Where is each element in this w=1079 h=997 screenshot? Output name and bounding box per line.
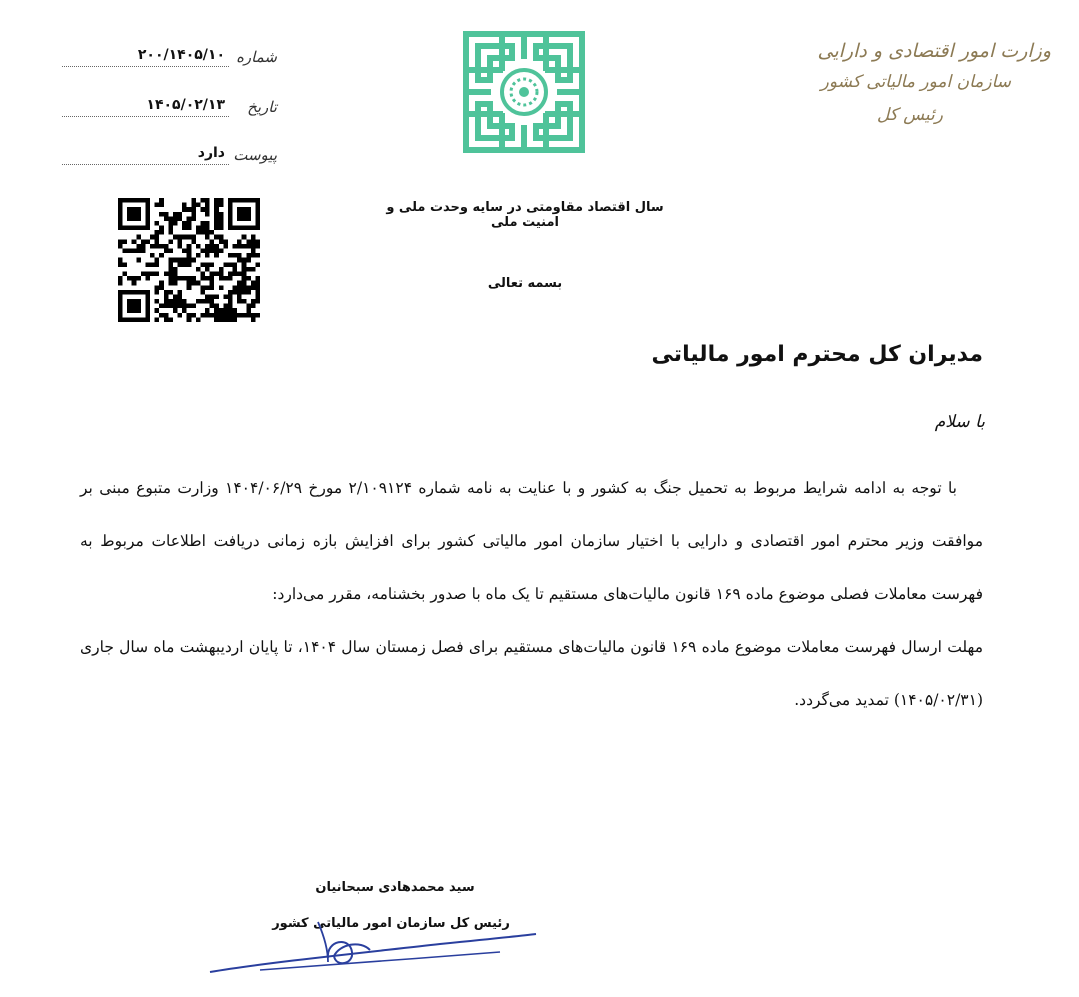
body-paragraph-2: مهلت ارسال فهرست معاملات موضوع ماده ۱۶۹ قانون مالیات‌های مستقیم برای فصل زمستان سال ۱۴۰۴، تا پایان اردیبهشت ماه سال جاری (۱۴۰۵/۰۲/۳۱) تمدید می‌گردد. [80, 638, 983, 709]
greeting: با سلام [934, 412, 985, 432]
letter-body [80, 462, 983, 727]
handwritten-signature [200, 900, 540, 990]
letter-date-row [62, 94, 277, 118]
year-slogan: سال اقتصاد مقاومتی در سایه وحدت ملی و امنیت ملی [386, 200, 664, 230]
signatory-name: سید محمدهادی سبحانیان [315, 880, 475, 895]
bismillah: بسمه تعالی [487, 276, 563, 291]
letter-number-value: ۲۰۰/۱۴۰۵/۱۰ [62, 47, 229, 67]
ministry-name: وزارت امور اقتصادی و دارایی [817, 40, 1051, 62]
qr-code[interactable] [118, 198, 260, 322]
attachment-value: دارد [62, 145, 229, 165]
organization-name: سازمان امور مالیاتی کشور [820, 72, 1011, 92]
tax-organization-emblem-icon [460, 28, 588, 156]
recipient-heading: مدیران کل محترم امور مالیاتی [651, 342, 983, 367]
ministry-header [791, 36, 1051, 132]
office-title: رئیس کل [876, 105, 943, 125]
letter-date-label: تاریخ [247, 98, 277, 116]
body-paragraph-1: با توجه به ادامه شرایط مربوط به تحمیل جنگ به کشور و با عنایت به نامه شماره ۲/۱۰۹۱۲۴ مورخ ۱۴۰۴/۰۶/۲۹ وزارت متبوع مبنی بر موافقت وزیر محترم امور اقتصادی و دارایی با اختیار سازمان امور مالیاتی کشور برای افزایش بازه زمانی دریافت اطلاعات مربوط به فهرست معاملات فصلی موضوع ماده ۱۶۹ قانون مالیات‌های مستقیم تا یک ماه با صدور بخشنامه، مقرر می‌دارد: [80, 479, 983, 603]
letter-number-row [62, 44, 277, 68]
signatory-title: رئیس کل سازمان امور مالیاتی کشور [272, 916, 510, 931]
letter-number-label: شماره [236, 48, 277, 66]
attachment-row [62, 142, 277, 166]
attachment-label: پیوست [233, 146, 277, 164]
letter-date-value: ۱۴۰۵/۰۲/۱۳ [62, 97, 229, 117]
